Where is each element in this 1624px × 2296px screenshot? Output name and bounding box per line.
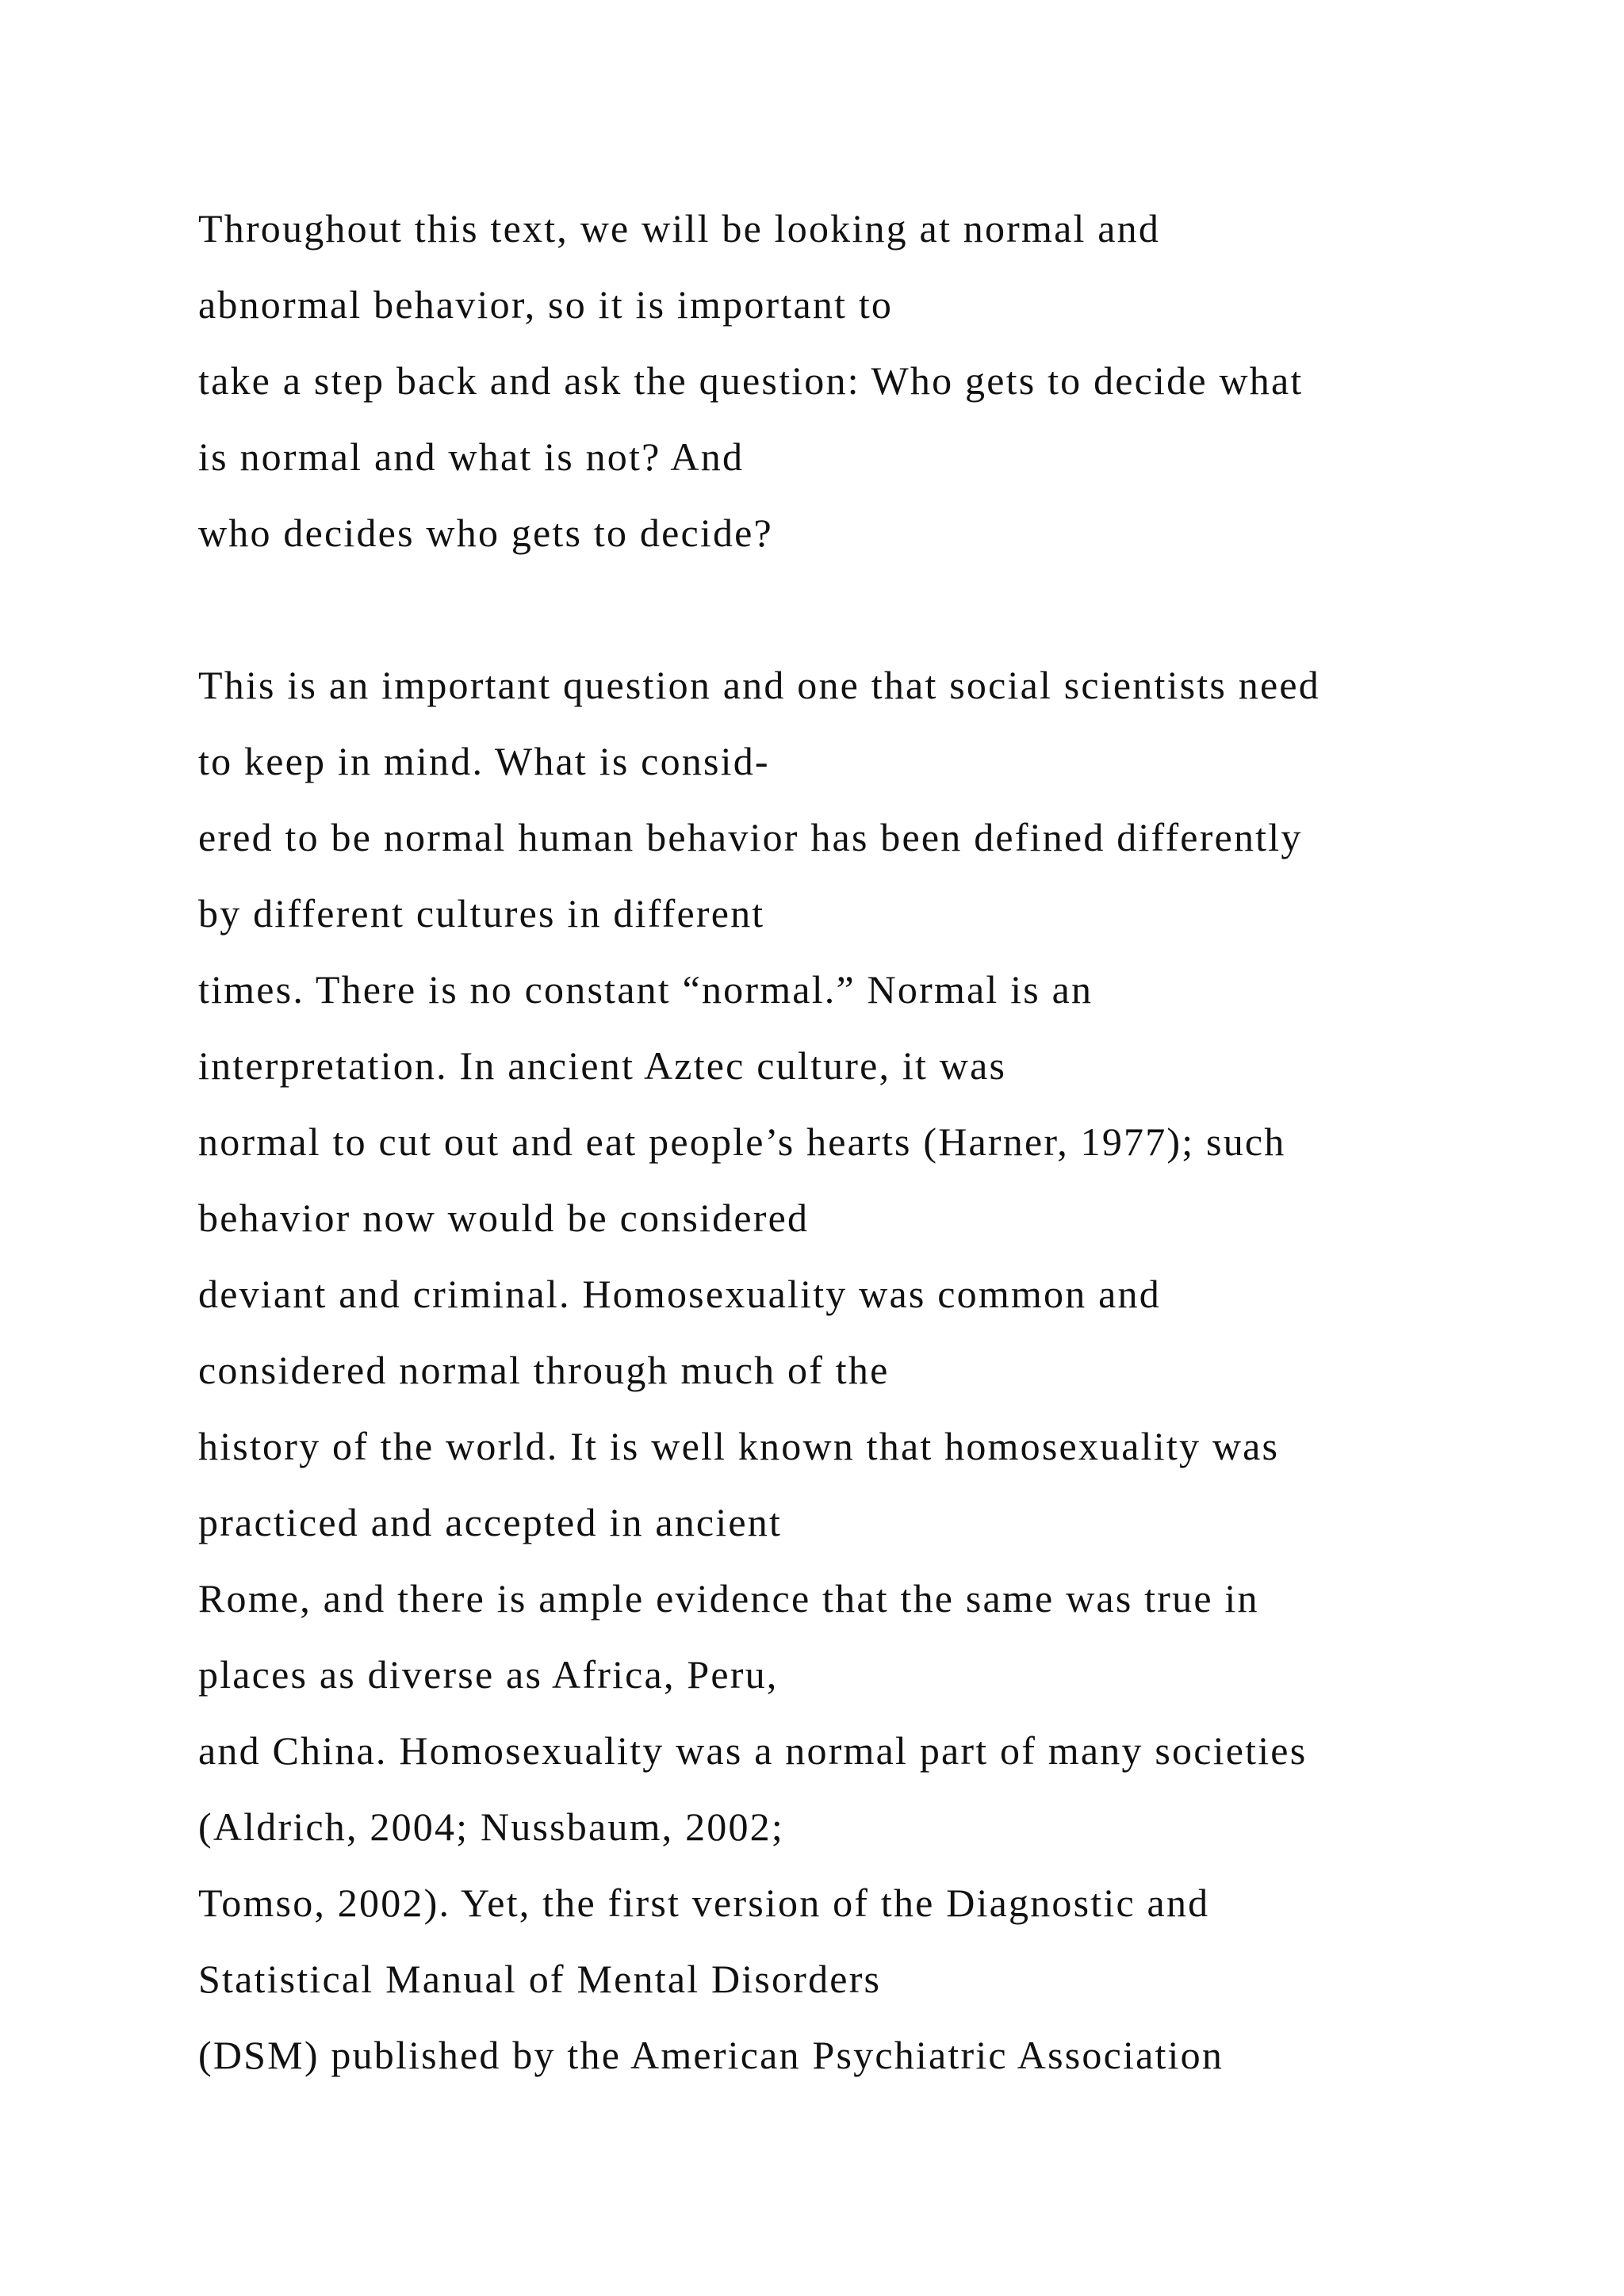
text-line: abnormal behavior, so it is important to <box>198 282 894 327</box>
text-line: (Aldrich, 2004; Nussbaum, 2002; <box>198 1804 784 1849</box>
text-line: who decides who gets to decide? <box>198 511 773 555</box>
text-line: Tomso, 2002). Yet, the first version of the Diagnostic and <box>198 1881 1210 1925</box>
text-line: and China. Homosexuality was a normal part of many societies <box>198 1728 1308 1773</box>
text-line: places as diverse as Africa, Peru, <box>198 1652 779 1697</box>
text-line: considered normal through much of the <box>198 1348 890 1392</box>
text-line: history of the world. It is well known that homosexuality was <box>198 1424 1280 1468</box>
text-line: is normal and what is not? And <box>198 434 745 479</box>
text-line: ered to be normal human behavior has been defined differently <box>198 815 1303 859</box>
text-line: Throughout this text, we will be looking at normal and <box>198 206 1161 251</box>
text-line: Statistical Manual of Mental Disorders <box>198 1957 882 2001</box>
text-line: by different cultures in different <box>198 891 765 936</box>
text-line: behavior now would be considered <box>198 1196 810 1240</box>
text-line: interpretation. In ancient Aztec culture, it was <box>198 1043 1007 1088</box>
text-line: deviant and criminal. Homosexuality was common and <box>198 1272 1161 1316</box>
text-line: practiced and accepted in ancient <box>198 1500 783 1544</box>
text-line: (DSM) published by the American Psychiatric Association <box>198 2033 1224 2077</box>
paragraph-spacer <box>198 571 1546 647</box>
paragraph-1 <box>198 190 1546 571</box>
document-body <box>198 190 1546 2093</box>
paragraph-2 <box>198 647 1546 2093</box>
text-line: Rome, and there is ample evidence that the same was true in <box>198 1576 1259 1621</box>
text-line: normal to cut out and eat people’s hearts (Harner, 1977); such <box>198 1119 1286 1164</box>
text-line: This is an important question and one that social scientists need <box>198 663 1320 707</box>
text-line: to keep in mind. What is consid- <box>198 739 770 783</box>
text-line: take a step back and ask the question: Who gets to decide what <box>198 358 1304 403</box>
text-line: times. There is no constant “normal.” Normal is an <box>198 967 1094 1012</box>
